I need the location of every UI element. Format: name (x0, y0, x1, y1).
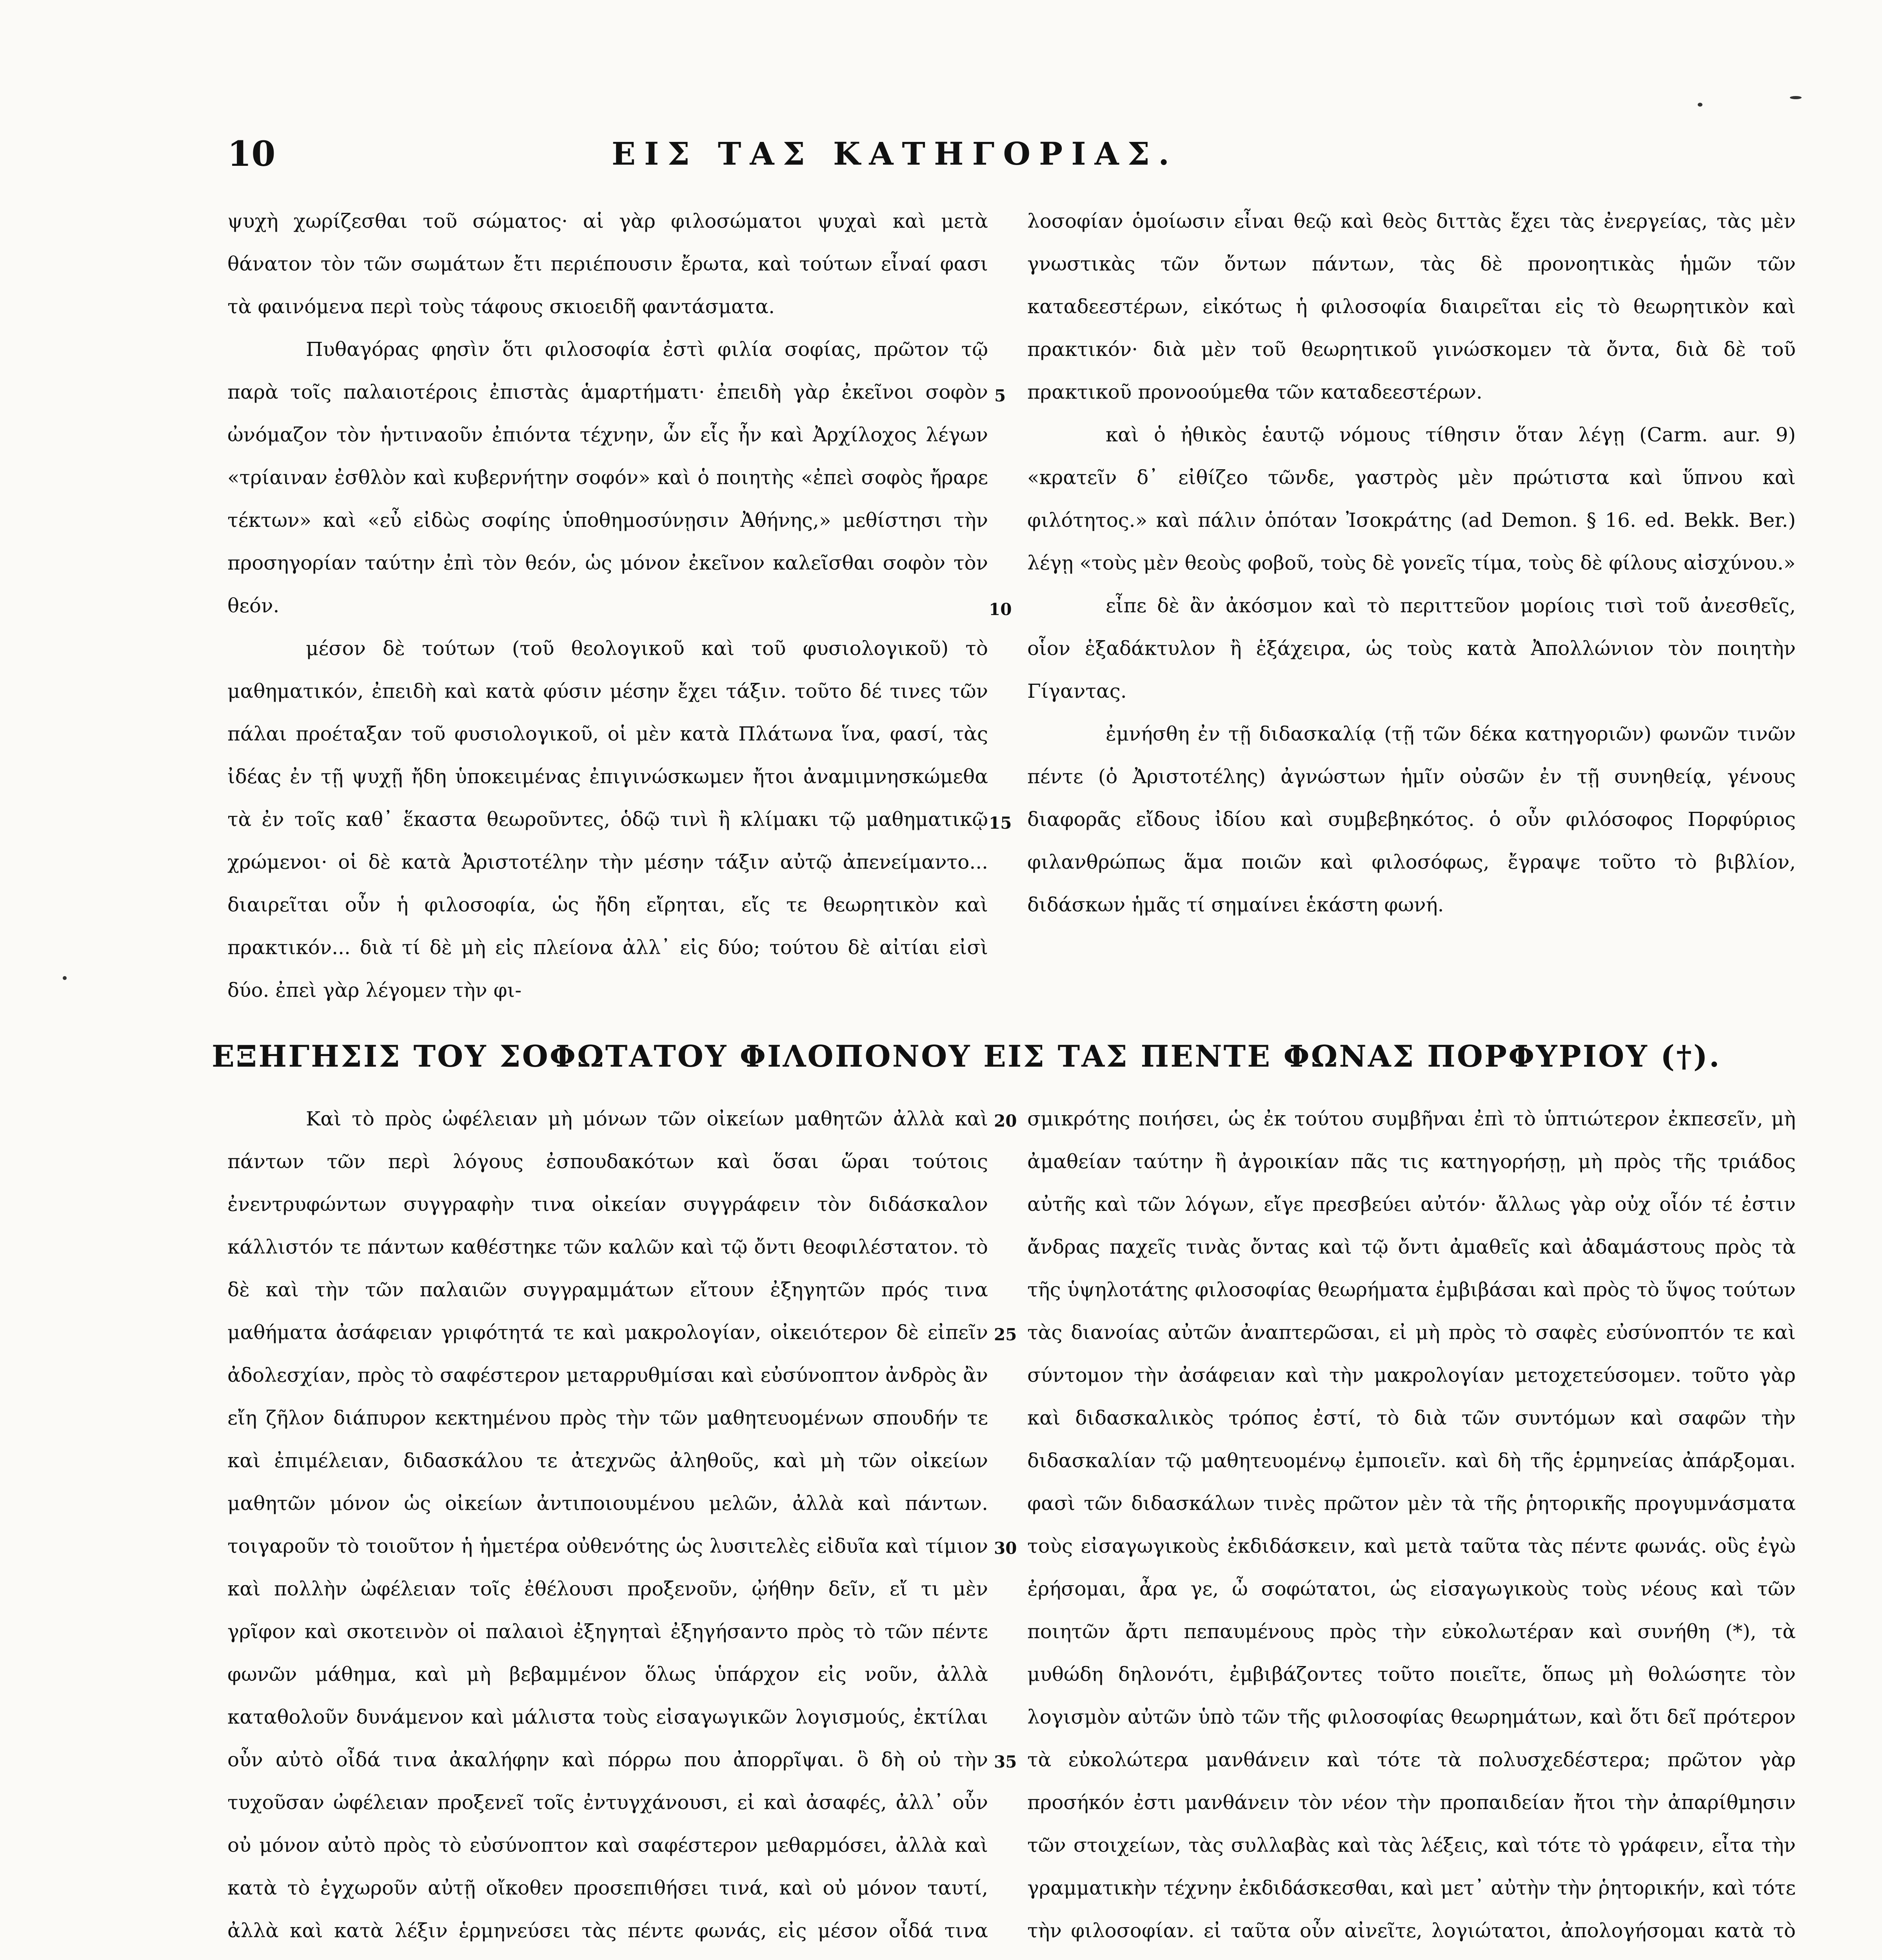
line-number: 15 (989, 813, 1012, 833)
paragraph: εἶπε δὲ ἂν ἀκόσμον καὶ τὸ περιττεῦον μορίοις τισὶ τοῦ ἀνεσθεῖς, οἷον ἑξαδάκτυλον ἢ ἑξάχειρα, ὡς τοὺς κατὰ Ἀπολλώνιον τὸν ποιητὴν Γίγαντας. (1027, 594, 1796, 702)
scan-speck (1698, 103, 1702, 107)
line-number: 20 (994, 1111, 1017, 1131)
line-number: 5 (994, 386, 1006, 405)
scan-speck (63, 976, 67, 980)
line-number: 25 (994, 1325, 1017, 1344)
paragraph: σμικρότης ποιήσει, ὡς ἐκ τούτου συμβῆναι ἐπὶ τὸ ὑπτιώτερον ἐκπεσεῖν, μὴ ἀμαθείαν ταύτην ἢ ἀγροικίαν πᾶς τις κατηγορήσῃ, μὴ πρὸς τῆς τριάδος αὐτῆς καὶ τῶν λόγων, εἴγε πρεσβεύει αὐτόν· ἄλλως γὰρ οὐχ οἷόν τέ ἐστιν ἄνδρας παχεῖς τινὰς ὄντας καὶ τῷ ὄντι ἀμαθεῖς καὶ ἀδαμάστους πρὸς τὰ τῆς ὑψηλοτάτης φιλοσοφίας θεωρήματα ἐμβιβάσαι καὶ πρὸς τὸ ὕψος τούτων τὰς διανοίας αὐτῶν ἀναπτερῶσαι, εἰ μὴ πρὸς τὸ σαφὲς εὐσύνοπτόν τε καὶ σύντομον τὴν ἀσάφειαν καὶ τὴν μακρολογίαν μετοχετεύσομεν. τοῦτο γὰρ καὶ διδασκαλικὸς τρόπος ἐστί, τὸ διὰ τῶν συντόμων καὶ σαφῶν τὴν διδασκαλίαν τῷ μαθητευομένῳ ἐμποιεῖν. καὶ δὴ τῆς ἑρμηνείας ἀπάρξομαι. φασὶ τῶν διδασκάλων τινὲς πρῶτον μὲν τὰ τῆς ῥητορικῆς προγυμνάσματα τοὺς εἰσαγωγικοὺς ἐκδιδάσκειν, καὶ μετὰ ταῦτα τὰς πέντε φωνάς. οὓς ἐγὼ ἐρήσομαι, ἆρα γε, ὦ σοφώτατοι, ὡς εἰσαγωγικοὺς τοὺς νέους καὶ τῶν ποιητῶν ἄρτι πεπαυμένους πρὸς τὴν εὐκολωτέραν καὶ συνήθη (*), τὰ μυθώδη δηλονότι, ἐμβιβάζοντες τοῦτο ποιεῖτε, ὅπως μὴ θολώσητε τὸν λογισμὸν αὐτῶν ὑπὸ τῶν τῆς φιλοσοφίας θεωρημάτων, καὶ ὅτι δεῖ πρότερον τὰ εὐκολώτερα μανθάνειν καὶ τότε τὰ πολυσχεδέστερα; πρῶτον γὰρ προσήκόν ἐστι μανθάνειν τὸν νέον τὴν προπαιδείαν ἤτοι τὴν ἀπαρίθμησιν τῶν στοιχείων, τὰς συλλαβὰς καὶ τὰς λέξεις, καὶ τότε τὸ γράφειν, εἶτα τὴν γραμματικὴν τέχνην ἐκδιδάσκεσθαι, καὶ μετ᾽ αὐτὴν τὴν ῥητορικήν, καὶ τότε τὴν φιλοσοφίαν. εἰ ταῦτα οὖν αἰνεῖτε, λογιώτατοι, ἀπολογήσομαι κατὰ τὸ (1027, 1107, 1796, 1942)
paragraph: Πυθαγόρας φησὶν ὅτι φιλοσοφία ἐστὶ φιλία σοφίας, πρῶτον τῷ παρὰ τοῖς παλαιοτέροις ἐπιστὰς ἁμαρτήματι· ἐπειδὴ γὰρ ἐκεῖνοι σοφὸν ὠνόμαζον τὸν ἡντιναοῦν ἐπιόντα τέχνην, ὧν εἷς ἦν καὶ Ἀρχίλοχος λέγων «τρίαιναν ἐσθλὸν καὶ κυβερνήτην σοφόν» καὶ ὁ ποιητὴς «ἐπεὶ σοφὸς ἤραρε τέκτων» καὶ «εὖ εἰδὼς σοφίης ὑποθημοσύνῃσιν Ἀθήνης,» μεθίστησι τὴν προσηγορίαν ταύτην ἐπὶ τὸν θεόν, ὡς μόνον ἐκεῖνον καλεῖσθαι σοφὸν τὸν θεόν. (227, 338, 988, 617)
bottom-left-column (227, 1098, 988, 1960)
scan-speck (1790, 96, 1802, 99)
paragraph: ἐμνήσθη ἐν τῇ διδασκαλίᾳ (τῇ τῶν δέκα κατηγοριῶν) φωνῶν τινῶν πέντε (ὁ Ἀριστοτέλης) ἀγνώστων ἡμῖν οὐσῶν ἐν τῇ συνηθείᾳ, γένους διαφορᾶς εἴδους ἰδίου καὶ συμβεβηκότος. ὁ οὖν φιλόσοφος Πορφύριος φιλανθρώπως ἅμα ποιῶν καὶ φιλοσόφως, ἔγραψε τοῦτο τὸ βιβλίον, διδάσκων ἡμᾶς τί σημαίνει ἑκάστη φωνή. (1027, 722, 1796, 916)
page-number: 10 (227, 133, 276, 174)
line-number: 10 (989, 600, 1012, 619)
running-title: ΕΙΣ ΤΑΣ ΚΑΤΗΓΟΡΙΑΣ. (612, 135, 1178, 172)
top-left-column (227, 200, 988, 1012)
top-right-column (1027, 200, 1796, 926)
paragraph: Καὶ τὸ πρὸς ὠφέλειαν μὴ μόνων τῶν οἰκείων μαθητῶν ἀλλὰ καὶ πάντων τῶν περὶ λόγους ἐσπουδακότων καὶ ὅσαι ὥραι τούτοις ἐνεντρυφώντων συγγραφὴν τινα οἰκείαν συγγράφειν τὸν διδάσκαλον κάλλιστόν τε πάντων καθέστηκε τῶν καλῶν καὶ τῷ ὄντι θεοφιλέστατον. τὸ δὲ καὶ τὴν τῶν παλαιῶν συγγραμμάτων εἴτουν ἐξηγητῶν πρός τινα μαθήματα ἀσάφειαν γριφότητά τε καὶ μακρολογίαν, οἰκειότερον δὲ εἰπεῖν ἀδολεσχίαν, πρὸς τὸ σαφέστερον μεταρρυθμίσαι καὶ εὐσύνοπτον ἀνδρὸς ἂν εἴη ζῆλον διάπυρον κεκτημένου πρὸς τὴν τῶν μαθητευομένων σπουδήν τε καὶ ἐπιμέλειαν, διδασκάλου τε ἀτεχνῶς ἀληθοῦς, καὶ μὴ τῶν οἰκείων μαθητῶν μόνον ὡς οἰκείων ἀντιποιουμένου μελῶν, ἀλλὰ καὶ πάντων. τοιγαροῦν τὸ τοιοῦτον ἡ ἡμετέρα οὐθενότης ὡς λυσιτελὲς εἰδυῖα καὶ τίμιον καὶ πολλὴν ὠφέλειαν τοῖς ἐθέλουσι προξενοῦν, ᾠήθην δεῖν, εἴ τι μὲν γρῖφον καὶ σκοτεινὸν οἱ παλαιοὶ ἐξηγηταὶ ἐξηγήσαντο πρὸς τὸ τῶν πέντε φωνῶν μάθημα, καὶ μὴ βεβαμμένον ὅλως ὑπάρχον εἰς νοῦν, ἀλλὰ καταθολοῦν δυνάμενον καὶ μάλιστα τοὺς εἰσαγωγικῶν λογισμούς, ἐκτίλαι οὖν αὐτὸ οἶδά τινα ἀκαλήφην καὶ πόρρω που ἀπορρῖψαι. ὃ δὴ οὐ τὴν τυχοῦσαν ὠφέλειαν προξενεῖ τοῖς ἐντυγχάνουσι, εἰ καὶ ἀσαφές, ἀλλ᾽ οὖν οὐ μόνον αὐτὸ πρὸς τὸ εὐσύνοπτον καὶ σαφέστερον μεθαρμόσει, ἀλλὰ καὶ κατὰ τὸ ἐγχωροῦν αὐτῇ οἴκοθεν προσεπιθήσει τινά, καὶ οὐ μόνον ταυτί, ἀλλὰ καὶ κατὰ λέξιν ἑρμηνεύσει τὰς πέντε φωνάς, εἰς μέσον οἶδά τινα (227, 1107, 988, 1942)
paragraph: λοσοφίαν ὁμοίωσιν εἶναι θεῷ καὶ θεὸς διττὰς ἔχει τὰς ἐνεργείας, τὰς μὲν γνωστικὰς τῶν ὄντων πάντων, τὰς δὲ προνοητικὰς ἡμῶν τῶν καταδεεστέρων, εἰκότως ἡ φιλοσοφία διαιρεῖται εἰς τὸ θεωρητικὸν καὶ πρακτικόν· διὰ μὲν τοῦ θεωρητικοῦ γινώσκομεν τὰ ὄντα, διὰ δὲ τοῦ πρακτικοῦ προνοούμεθα τῶν καταδεεστέρων. (1027, 210, 1796, 403)
section-title: ΕΞΗΓΗΣΙΣ ΤΟΥ ΣΟΦΩΤΑΤΟΥ ΦΙΛΟΠΟΝΟΥ ΕΙΣ ΤΑΣ ΠΕΝΤΕ ΦΩΝΑΣ ΠΟΡΦΥΡΙΟΥ (†). (212, 1039, 1721, 1074)
line-number: 35 (994, 1752, 1017, 1771)
paragraph: μέσον δὲ τούτων (τοῦ θεολογικοῦ καὶ τοῦ φυσιολογικοῦ) τὸ μαθηματικόν, ἐπειδὴ καὶ κατὰ φύσιν μέσην ἔχει τάξιν. τοῦτο δέ τινες τῶν πάλαι προέταξαν τοῦ φυσιολογικοῦ, οἱ μὲν κατὰ Πλάτωνα ἵνα, φασί, τὰς ἰδέας ἐν τῇ ψυχῇ ἤδη ὑποκειμένας ἐπιγινώσκωμεν ἤτοι ἀναμιμνησκώμεθα τὰ ἐν τοῖς καθ᾽ ἕκαστα θεωροῦντες, ὁδῷ τινὶ ἢ κλίμακι τῷ μαθηματικῷ χρώμενοι· οἱ δὲ κατὰ Ἀριστοτέλην τὴν μέσην τάξιν αὐτῷ ἀπενείμαντο... διαιρεῖται οὖν ἡ φιλοσοφία, ὡς ἤδη εἴρηται, εἴς τε θεωρητικὸν καὶ πρακτικόν... διὰ τί δὲ μὴ εἰς πλείονα ἀλλ᾽ εἰς δύο; τούτου δὲ αἰτίαι εἰσὶ δύο. ἐπεὶ γὰρ λέγομεν τὴν φι- (227, 637, 988, 1002)
line-number: 30 (994, 1539, 1017, 1558)
bottom-right-column (1027, 1098, 1796, 1960)
paragraph: ψυχὴ χωρίζεσθαι τοῦ σώματος· αἱ γὰρ φιλοσώματοι ψυχαὶ καὶ μετὰ θάνατον τὸν τῶν σωμάτων ἔτι περιέπουσιν ἔρωτα, καὶ τούτων εἶναί φασι τὰ φαινόμενα περὶ τοὺς τάφους σκιοειδῆ φαντάσματα. (227, 210, 988, 318)
paragraph: καὶ ὁ ἠθικὸς ἑαυτῷ νόμους τίθησιν ὅταν λέγῃ (Carm. aur. 9) «κρατεῖν δ᾽ εἰθίζεο τῶνδε, γαστρὸς μὲν πρώτιστα καὶ ὕπνου καὶ φιλότητος.» καὶ πάλιν ὁπόταν Ἰσοκράτης (ad Demon. § 16. ed. Bekk. Ber.) λέγῃ «τοὺς μὲν θεοὺς φοβοῦ, τοὺς δὲ γονεῖς τίμα, τοὺς δὲ φίλους αἰσχύνου.» (1027, 423, 1796, 574)
